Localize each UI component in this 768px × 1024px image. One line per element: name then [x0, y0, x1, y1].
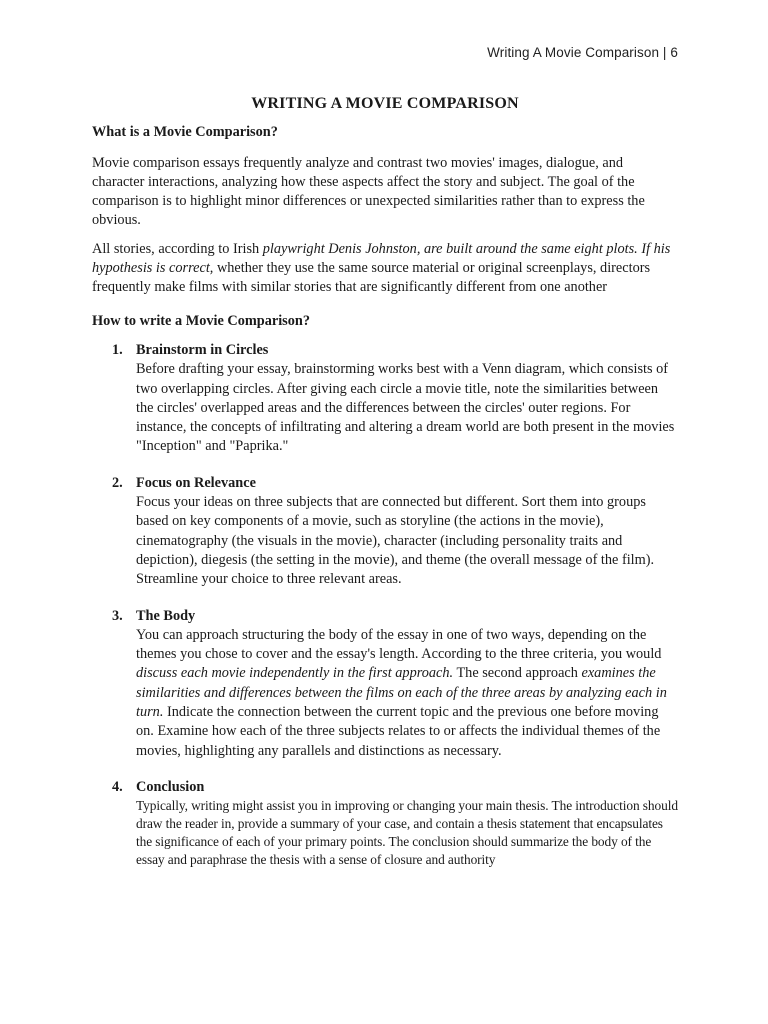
step-title: Conclusion	[136, 778, 205, 795]
intro-paragraph: Movie comparison essays frequently analyze and contrast two movies' images, dialogue, and character interactions, analyzing how these aspects affect the story and subject. The goal of the comparison is to highlight minor differences or unexpected similarities rather than to express the obvious.	[92, 154, 645, 229]
step-text-part: The second approach	[453, 665, 582, 682]
plots-paragraph-text-2: whether they use the same source material or original screenplays, directors frequently make films with similar stories that are significantly different from one another	[92, 260, 651, 296]
step-number: 3.	[112, 607, 123, 624]
list-item	[92, 341, 678, 457]
step-number: 2.	[112, 474, 123, 491]
step-text-italic: examines the similarities and differences between the films on each of the three areas by analyzing each in turn.	[136, 665, 667, 721]
running-header: Writing A Movie Comparison | 6	[487, 45, 678, 60]
step-text-part: Indicate the connection between the current topic and the previous one before moving on. Examine how each of the three subjects relates to or affects the individual themes of the movies, highlighting any parallels and distinctions as necessary.	[136, 704, 661, 759]
section-heading-what-is: What is a Movie Comparison?	[92, 124, 278, 141]
plots-paragraph-italic: playwright Denis Johnston, are built around the same eight plots. If his hypothesis is correct,	[92, 240, 671, 277]
step-title: The Body	[136, 607, 196, 624]
document-content	[92, 94, 678, 886]
list-item	[92, 778, 678, 869]
document-title: WRITING A MOVIE COMPARISON	[251, 95, 519, 112]
steps-list	[92, 341, 678, 869]
list-item	[92, 474, 678, 590]
step-text: Before drafting your essay, brainstorming works best with a Venn diagram, which consists of two overlapping circles. After giving each circle a movie title, note the similarities between the circles' overlapped areas and the differences between the circles' outer regions. For instance, the concepts of infiltrating and altering a dream world are both present in the movies "Inception" and "Paprika."	[136, 361, 675, 455]
step-text: Typically, writing might assist you in improving or changing your main thesis. The introduction should draw the reader in, provide a summary of your case, and contain a thesis statement that encapsulates the significance of each of your primary points. The conclusion should summarize the body of the essay and paraphrase the thesis with a sense of closure and authority	[136, 798, 678, 868]
plots-paragraph-text-1: All stories, according to Irish	[92, 240, 263, 257]
step-text-italic: discuss each movie independently in the first approach.	[136, 665, 454, 682]
list-item	[92, 607, 678, 761]
step-title: Focus on Relevance	[136, 474, 256, 491]
section-heading-how-to: How to write a Movie Comparison?	[92, 312, 310, 329]
step-title: Brainstorm in Circles	[136, 341, 269, 358]
step-number: 1.	[112, 341, 123, 358]
plots-paragraph	[92, 240, 678, 298]
step-text: Focus your ideas on three subjects that are connected but different. Sort them into groups based on key components of a movie, such as storyline (the actions in the movie), cinematography (the visuals in the movie), character (including personality traits and depiction), diegesis (the setting in the movie), and theme (the overall message of the film). Streamline your choice to three relevant areas.	[136, 494, 655, 588]
step-text	[136, 626, 678, 761]
step-number: 4.	[112, 778, 123, 795]
step-text-part: You can approach structuring the body of the essay in one of two ways, depending on the themes you chose to cover and the essay's length. According to the three criteria, you would	[136, 626, 662, 663]
